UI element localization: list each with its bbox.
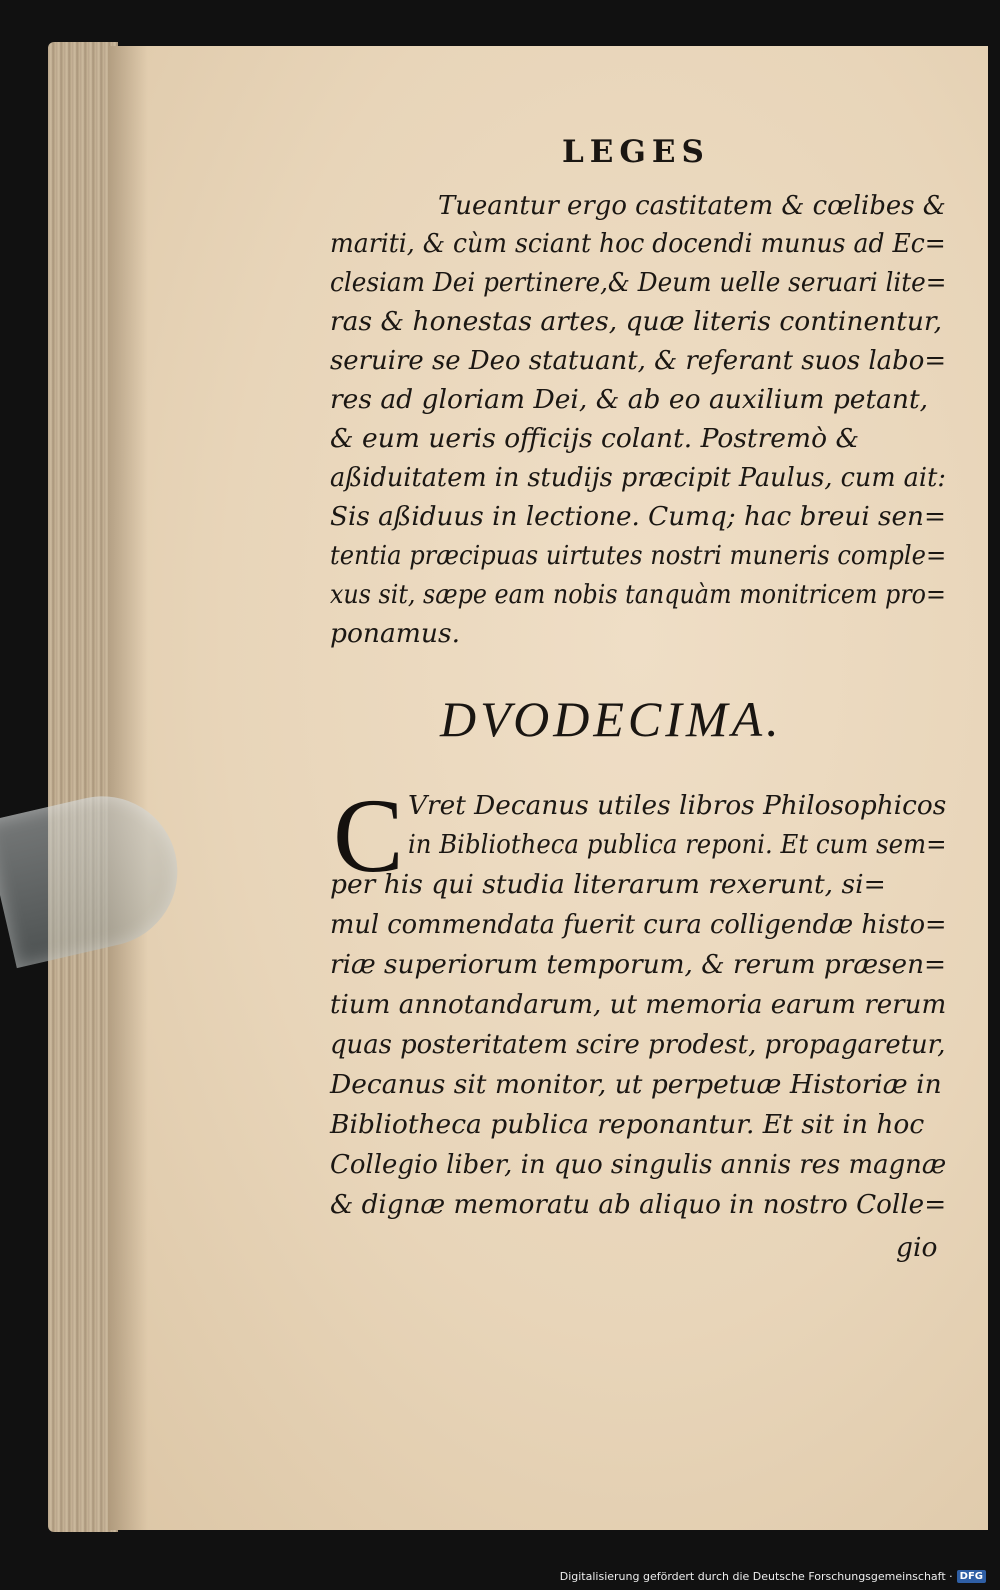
text-line: mul commendata fuerit cura colligendæ histo= [330,909,947,940]
section-heading: DVODECIMA. [440,691,783,747]
text-line: Bibliotheca publica reponantur. Et sit in hoc [330,1109,925,1140]
catchword: gio [896,1232,938,1263]
text-line: aßiduitatem in studijs præcipit Paulus, cum ait: [330,462,946,493]
text-line: Collegio liber, in quo singulis annis res magnæ [330,1149,947,1180]
text-line: per his qui studia literarum rexerunt, si= [330,869,886,900]
drop-cap-initial: C [333,777,404,894]
text-line: tentia præcipuas uirtutes nostri muneris comple= [330,540,947,571]
text-line: quas posteritatem scire prodest, propagaretur, [330,1029,946,1060]
text-line: Sis aßiduus in lectione. Cumq; hac breui sen= [330,501,946,532]
text-line: riæ superiorum temporum, & rerum præsen= [330,949,947,980]
text-line: Tueantur ergo castitatem & cœlibes & [438,190,946,221]
text-line: & eum ueris officijs colant. Postremò & [330,423,860,454]
text-line: Decanus sit monitor, ut perpetuæ Historiæ in [330,1069,942,1100]
text-line: xus sit, sæpe eam nobis tanquàm monitricem pro= [330,579,946,610]
text-line: in Bibliotheca publica reponi. Et cum sem= [408,829,947,860]
text-line: clesiam Dei pertinere,& Deum uelle seruari lite= [330,267,947,298]
text-line: Vret Decanus utiles libros Philosophicos [408,790,947,821]
gutter-shadow [108,46,148,1530]
text-line: ponamus. [330,618,461,649]
text-line: ras & honestas artes, quæ literis continentur, [330,306,943,337]
text-line: & dignæ memoratu ab aliquo in nostro Colle= [330,1189,947,1220]
dfg-logo-icon: DFG [957,1570,986,1583]
running-head: LEGES [562,134,710,170]
footer-text: Digitalisierung gefördert durch die Deutsche Forschungsgemeinschaft · [559,1570,953,1583]
text-line: seruire se Deo statuant, & referant suos labo= [330,345,947,376]
text-line: tium annotandarum, ut memoria earum rerum [330,989,947,1020]
text-line: mariti, & cùm sciant hoc docendi munus ad Ec= [330,228,946,259]
text-line: res ad gloriam Dei, & ab eo auxilium petant, [330,384,929,415]
footer-credit [560,1570,986,1583]
